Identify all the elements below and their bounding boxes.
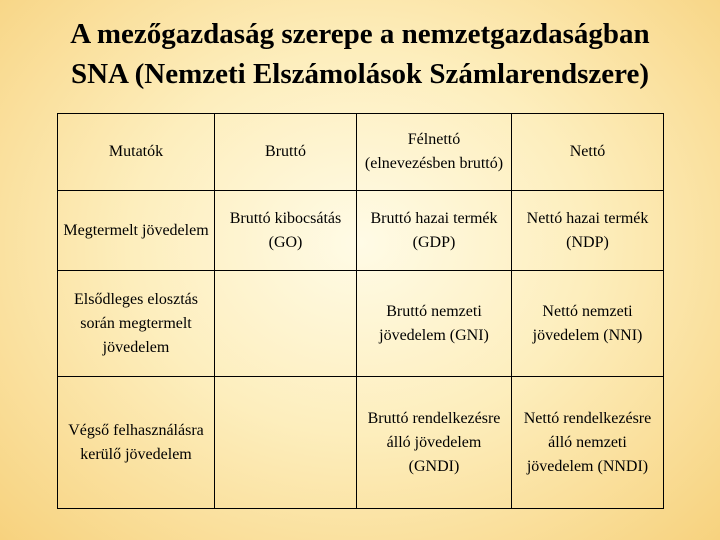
- header-cell: Nettó: [512, 114, 664, 191]
- table-row: [58, 271, 664, 377]
- header-cell: Mutatók: [58, 114, 215, 191]
- table-cell: Bruttó kibocsátás (GO): [215, 191, 357, 271]
- title-line-1: A mezőgazdaság szerepe a nemzetgazdaságban: [70, 18, 650, 50]
- header-cell: Félnettó (elnevezésben bruttó): [357, 114, 512, 191]
- title-line-2: SNA (Nemzeti Elszámolások Számlarendszere): [70, 58, 650, 90]
- table-cell: Megtermelt jövedelem: [58, 191, 215, 271]
- table-cell: [215, 271, 357, 377]
- table-cell: Nettó rendelkezésre álló nemzeti jövedelem (NNDI): [512, 377, 664, 509]
- table-cell: Bruttó hazai termék (GDP): [357, 191, 512, 271]
- table-cell: Bruttó rendelkezésre álló jövedelem (GNDI): [357, 377, 512, 509]
- table-header-row: [58, 114, 664, 191]
- table-row: [58, 191, 664, 271]
- slide-title: [0, 14, 720, 94]
- table-cell: Nettó hazai termék (NDP): [512, 191, 664, 271]
- sna-table: [57, 113, 664, 509]
- header-cell: Bruttó: [215, 114, 357, 191]
- table-row: [58, 377, 664, 509]
- table-cell: Bruttó nemzeti jövedelem (GNI): [357, 271, 512, 377]
- table-cell: Nettó nemzeti jövedelem (NNI): [512, 271, 664, 377]
- table-cell: [215, 377, 357, 509]
- table-cell: Elsődleges elosztás során megtermelt jövedelem: [58, 271, 215, 377]
- table-cell: Végső felhasználásra kerülő jövedelem: [58, 377, 215, 509]
